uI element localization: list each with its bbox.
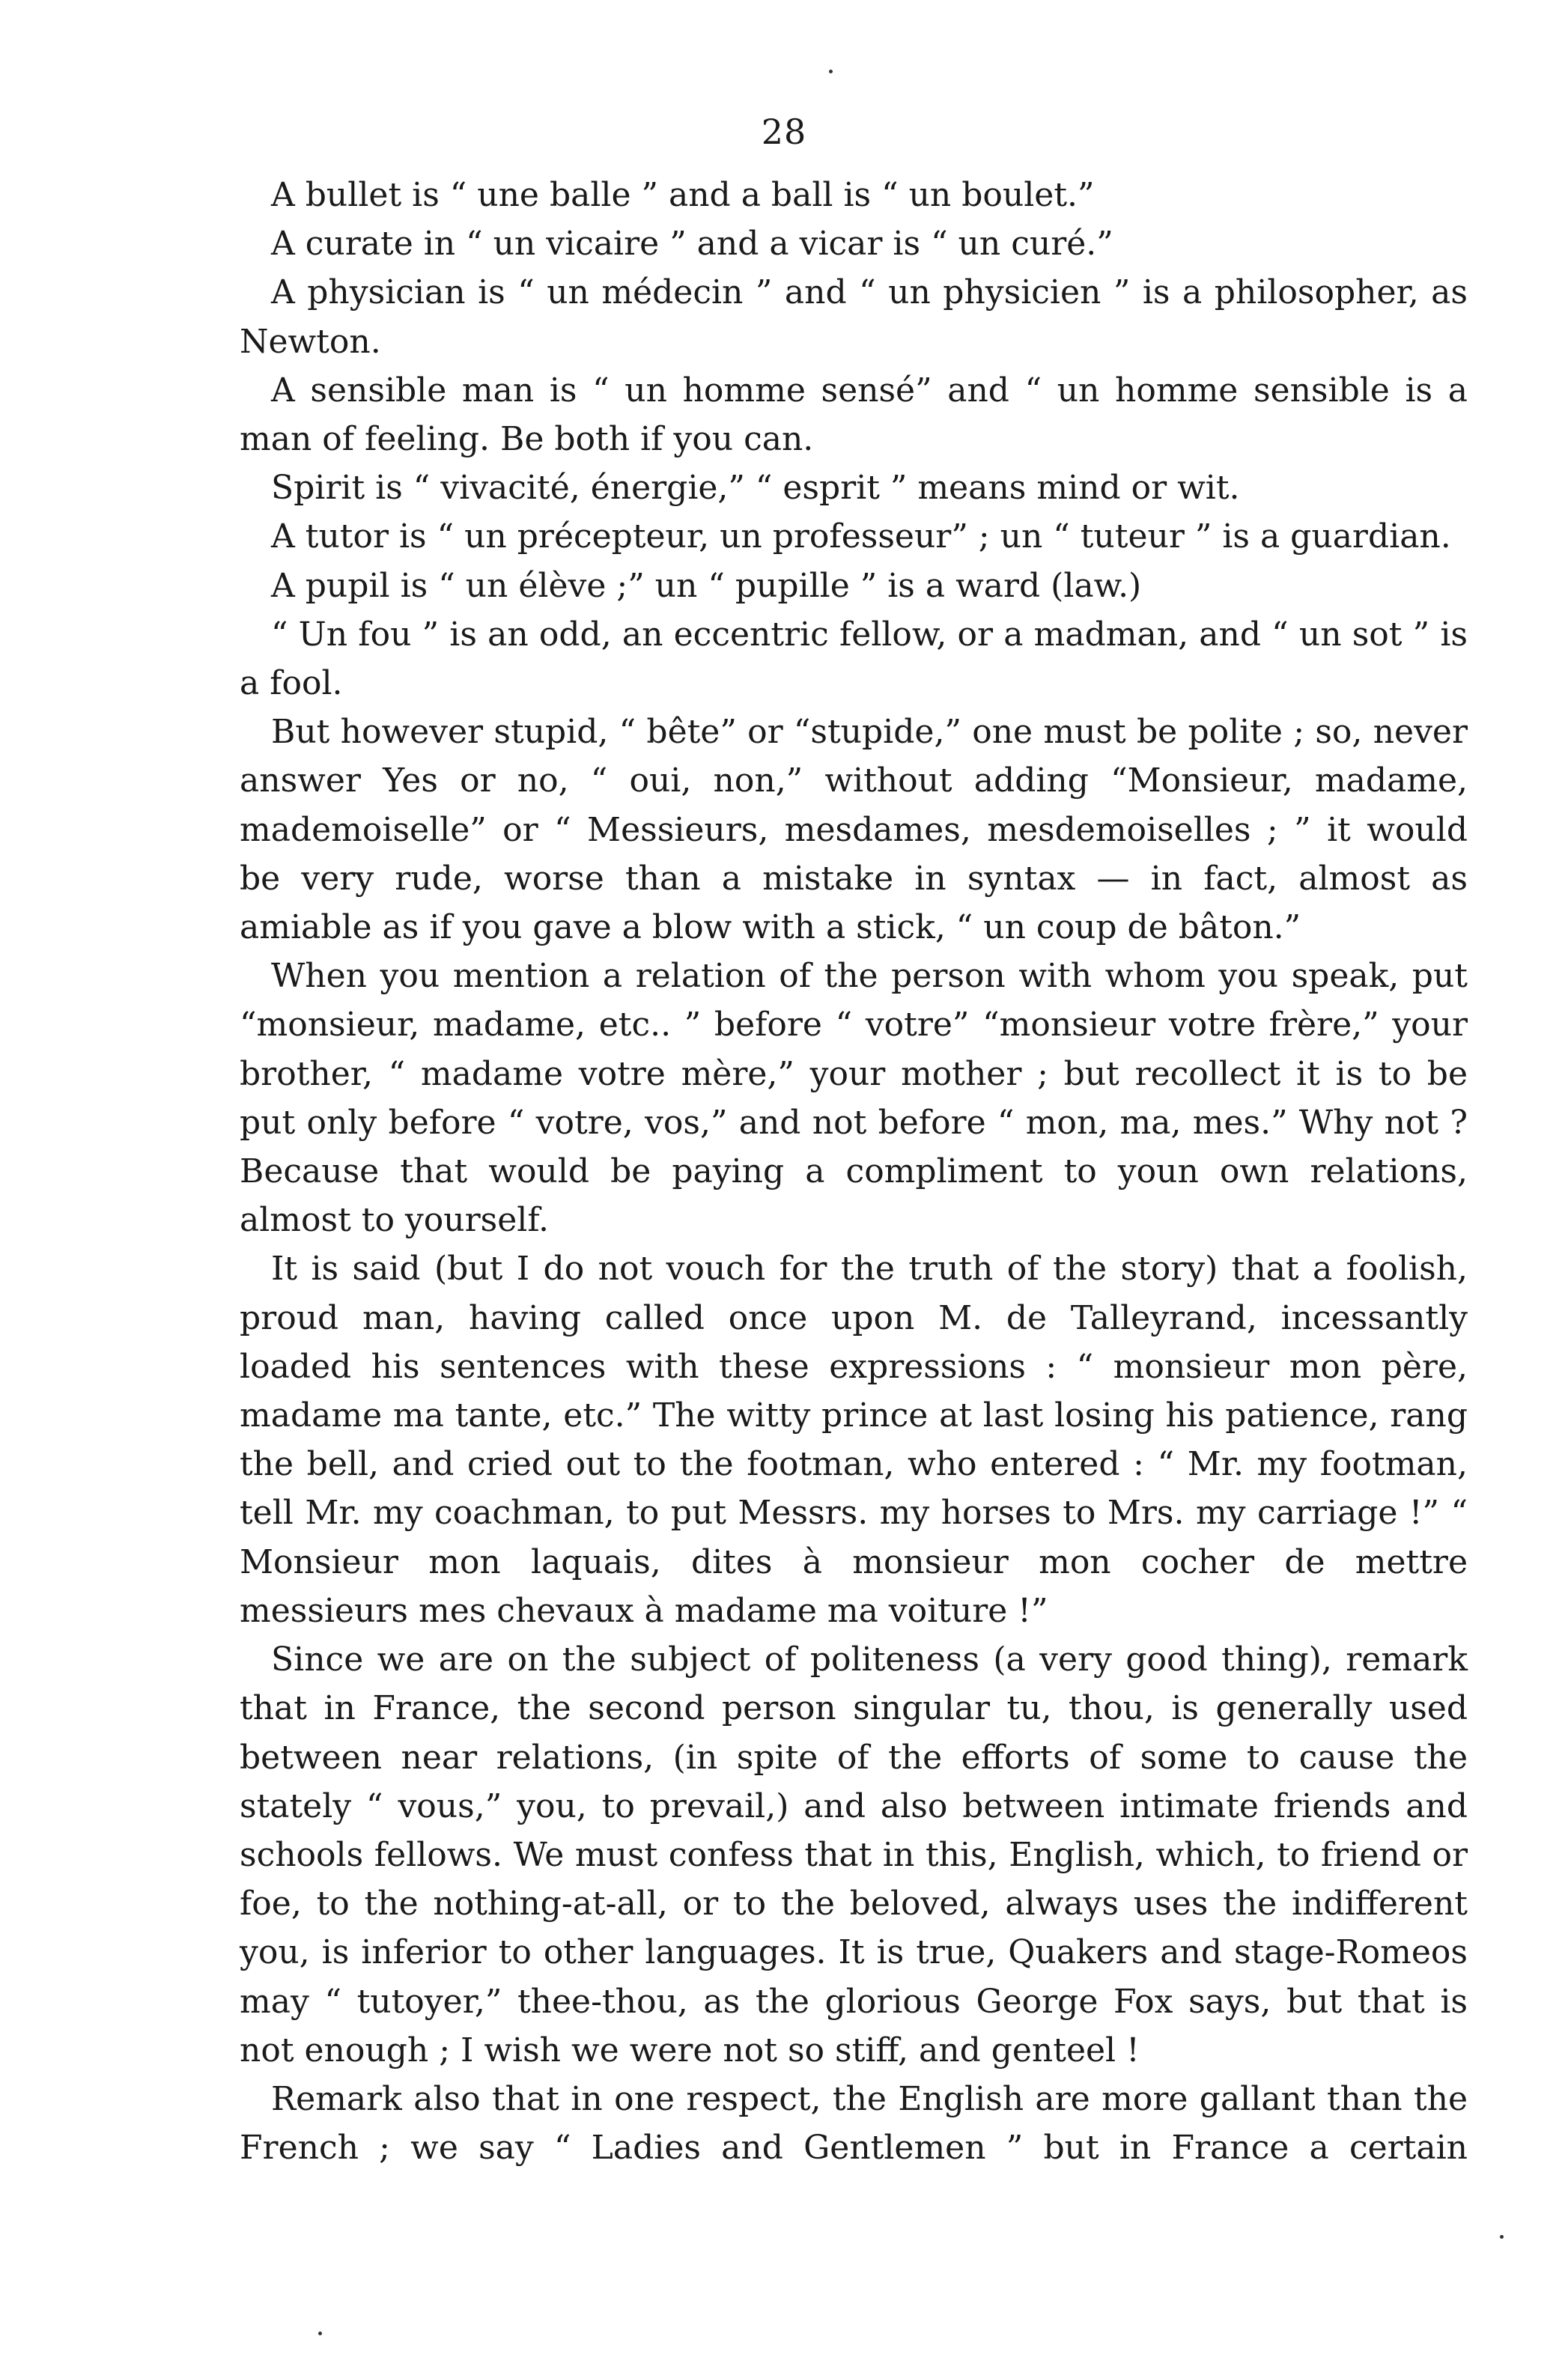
paragraph-tutoyer: Since we are on the subject of politeness (a very good thing), remark that in France, the second person singular tu, thou, is generally used between near relations, (in spite of the efforts of some to cause the stately “ vous,” you, to prevail,) and also between intimate friends and schools fellows. We must confess that in this, English, which, to friend or foe, to the nothing-at-all, or to the beloved, always uses the indifferent you, is inferior to other languages. It is true, Quakers and stage-Romeos may “ tutoyer,” thee-thou, as the glorious George Fox says, but that is not enough ; I wish we were not so stiff, and genteel ! — [240, 1640, 1468, 2070]
page-number: 28 — [761, 112, 807, 152]
paragraph-gallant: Remark also that in one respect, the English are more gallant than the French ; we say “ Ladies and Gentlemen ” but in France a certain — [240, 2079, 1468, 2168]
paragraph-sensible: A sensible man is “ un homme sensé” and “ un homme sensible is a man of feeling. Be both if you can. — [240, 371, 1468, 459]
paragraph-politeness: But however stupid, “ bête” or “stupide,” one must be polite ; so, never answer Yes or no, “ oui, non,” without adding “Monsieur, madame, mademoiselle” or “ Messieurs, mesdames, mesdemoiselles ; ” it would be very rude, worse than a mistake in syntax — in fact, almost as amiable as if you gave a blow with a stick, “ un coup de bâton.” — [240, 713, 1468, 947]
paragraph-pupil: A pupil is “ un élève ;” un “ pupille ” is a ward (law.) — [271, 566, 1142, 605]
print-speck — [318, 2332, 322, 2335]
paragraph-curate: A curate in “ un vicaire ” and a vicar is “ un curé.” — [271, 225, 1113, 264]
paragraph-spirit: Spirit is “ vivacité, énergie,” “ esprit ” means mind or wit. — [271, 469, 1240, 508]
paragraph-relations: When you mention a relation of the person with whom you speak, put “monsieur, madame, etc.. ” before “ votre” “monsieur votre frère,” your brother, “ madame votre mère,” your mother ; but recollect it is to be put only before “ votre, vos,” and not before “ mon, ma, mes.” Why not ? Because that would be paying a compliment to youn own relations, almost to yourself. — [240, 957, 1468, 1240]
paragraph-physician: A physician is “ un médecin ” and “ un physicien ” is a philosopher, as Newton. — [240, 273, 1468, 361]
body-text — [240, 171, 1468, 2172]
paragraph-talleyrand: It is said (but I do not vouch for the truth of the story) that a foolish, proud man, having called once upon M. de Talleyrand, incessantly loaded his sentences with these expressions : “ monsieur mon père, madame ma tante, etc.” The witty prince at last losing his patience, rang the bell, and cried out to the footman, who entered : “ Mr. my footman, tell Mr. my coachman, to put Messrs. my horses to Mrs. my carriage !” “ Monsieur mon laquais, dites à monsieur mon cocher de mettre messieurs mes chevaux à madame ma voiture !” — [240, 1250, 1468, 1630]
paragraph-fou: “ Un fou ” is an odd, an eccentric fellow, or a madman, and “ un sot ” is a fool. — [240, 615, 1468, 703]
paragraph-tutor: A tutor is “ un précepteur, un professeur” ; un “ tuteur ” is a guardian. — [271, 517, 1451, 556]
print-speck — [1500, 2235, 1504, 2239]
paragraph-bullet: A bullet is “ une balle ” and a ball is “ un boulet.” — [271, 176, 1095, 214]
print-speck — [829, 70, 833, 73]
